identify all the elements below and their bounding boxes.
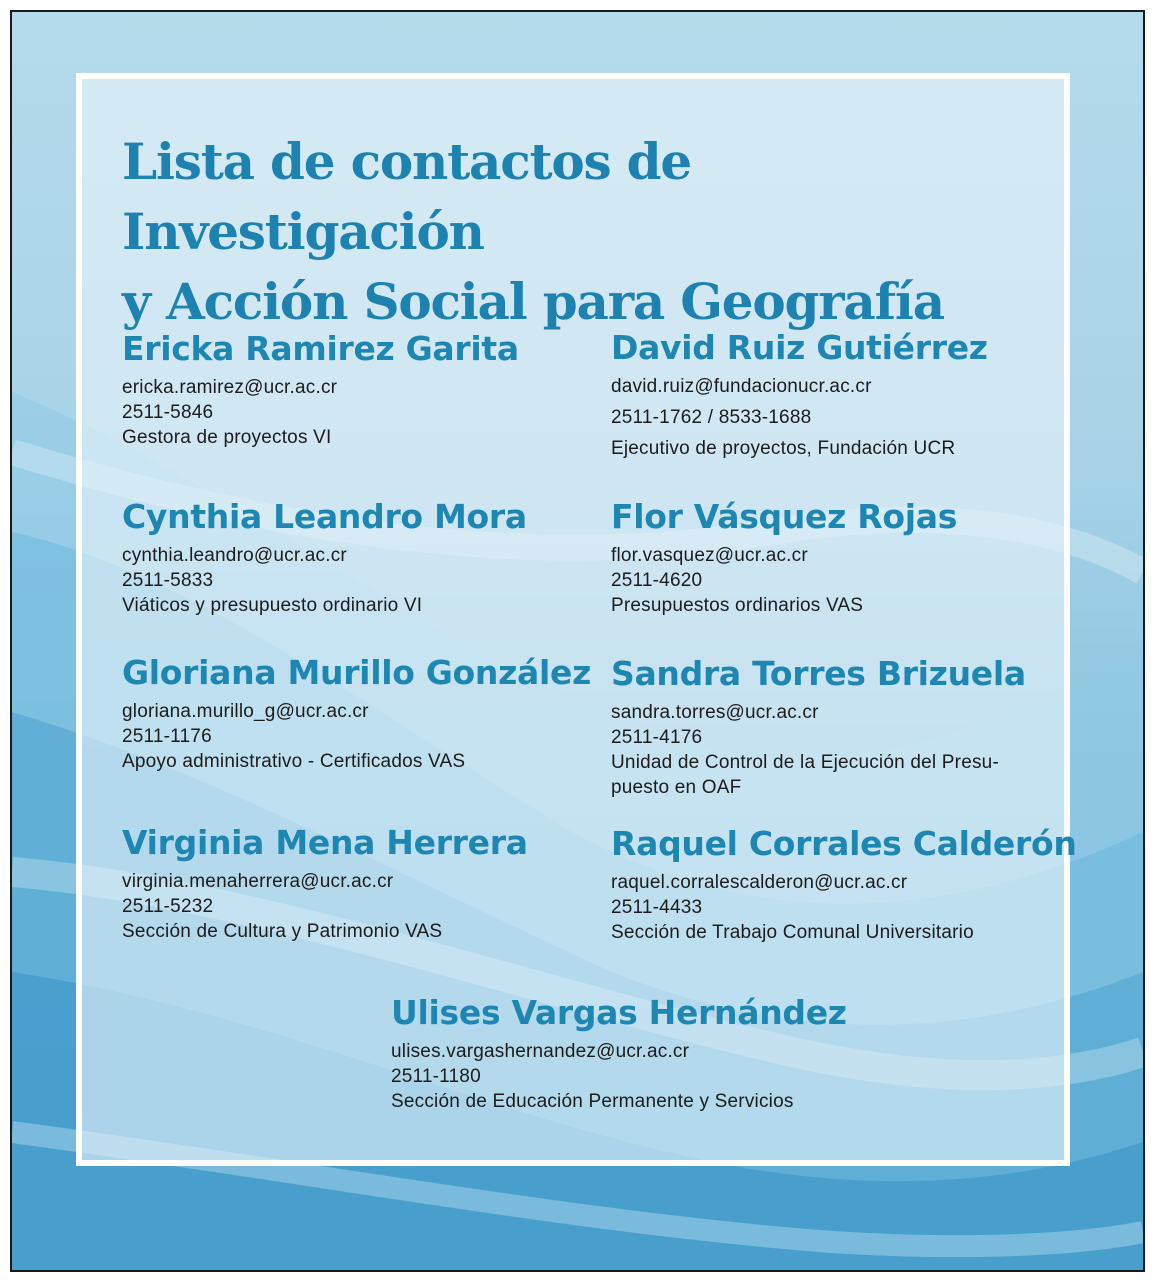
contact-role: Sección de Cultura y Patrimonio VAS: [122, 921, 443, 942]
contact-role: Viáticos y presupuesto ordinario VI: [122, 595, 423, 616]
contact-email[interactable]: gloriana.murillo_g@ucr.ac.cr: [122, 701, 369, 722]
contact-email[interactable]: virginia.menaherrera@ucr.ac.cr: [122, 871, 394, 892]
contact-phone: 2511-1180: [391, 1066, 481, 1087]
contact-phone: 2511-1176: [122, 726, 212, 747]
contact-phone: 2511-4433: [611, 897, 703, 918]
contact-email[interactable]: flor.vasquez@ucr.ac.cr: [611, 545, 808, 566]
contact-role: Apoyo administrativo - Certificados VAS: [122, 751, 466, 772]
contact-card-sandra-torres: [611, 654, 1026, 800]
contact-card-gloriana-murillo: [122, 653, 591, 774]
contact-role-line-2: puesto en OAF: [611, 777, 742, 798]
contact-phone: 2511-4176: [611, 727, 703, 748]
contact-phone: 2511-5833: [122, 570, 214, 591]
contact-phone: 2511-1762 / 8533-1688: [611, 407, 812, 428]
contact-card-ulises-vargas: [391, 993, 847, 1114]
title-line-2: y Acción Social para Geografía: [122, 272, 944, 331]
contacts-panel: [76, 73, 1077, 1166]
contact-role: Sección de Trabajo Comunal Universitario: [611, 922, 974, 943]
contact-name: Gloriana Murillo González: [122, 653, 592, 692]
contact-card-cynthia-leandro: [122, 497, 527, 618]
contact-email[interactable]: cynthia.leandro@ucr.ac.cr: [122, 545, 347, 566]
page-title: [122, 127, 1042, 337]
contact-phone: 2511-5232: [122, 896, 214, 917]
contact-card-david-ruiz: [611, 328, 988, 461]
contact-email[interactable]: ericka.ramirez@ucr.ac.cr: [122, 377, 338, 398]
contact-role: Presupuestos ordinarios VAS: [611, 595, 864, 616]
title-line-1: Lista de contactos de Investigación: [122, 132, 692, 261]
contact-role: Gestora de proyectos VI: [122, 427, 332, 448]
contact-phone: 2511-5846: [122, 402, 214, 423]
contact-phone: 2511-4620: [611, 570, 703, 591]
contact-name: Ulises Vargas Hernández: [391, 993, 847, 1032]
contact-name: Flor Vásquez Rojas: [611, 497, 958, 536]
contact-name: Ericka Ramirez Garita: [122, 329, 519, 368]
contact-role: Sección de Educación Permanente y Servicios: [391, 1091, 794, 1112]
contact-email[interactable]: raquel.corralescalderon@ucr.ac.cr: [611, 872, 908, 893]
contact-name: David Ruiz Gutiérrez: [611, 328, 988, 367]
contact-email[interactable]: david.ruiz@fundacionucr.ac.cr: [611, 376, 872, 397]
contact-name: Sandra Torres Brizuela: [611, 654, 1026, 693]
contact-card-raquel-corrales: [611, 824, 1077, 945]
contact-name: Virginia Mena Herrera: [122, 823, 528, 862]
outer-frame: [10, 10, 1145, 1272]
contact-name: Raquel Corrales Calderón: [611, 824, 1077, 863]
contact-email[interactable]: ulises.vargashernandez@ucr.ac.cr: [391, 1041, 690, 1062]
contact-email[interactable]: sandra.torres@ucr.ac.cr: [611, 702, 819, 723]
contact-card-virginia-mena: [122, 823, 528, 944]
contact-card-ericka-ramirez: [122, 329, 519, 450]
contact-role-line-1: Unidad de Control de la Ejecución del Presu-: [611, 752, 999, 773]
contact-card-flor-vasquez: [611, 497, 957, 618]
contact-role: Ejecutivo de proyectos, Fundación UCR: [611, 438, 956, 459]
contact-name: Cynthia Leandro Mora: [122, 497, 527, 536]
